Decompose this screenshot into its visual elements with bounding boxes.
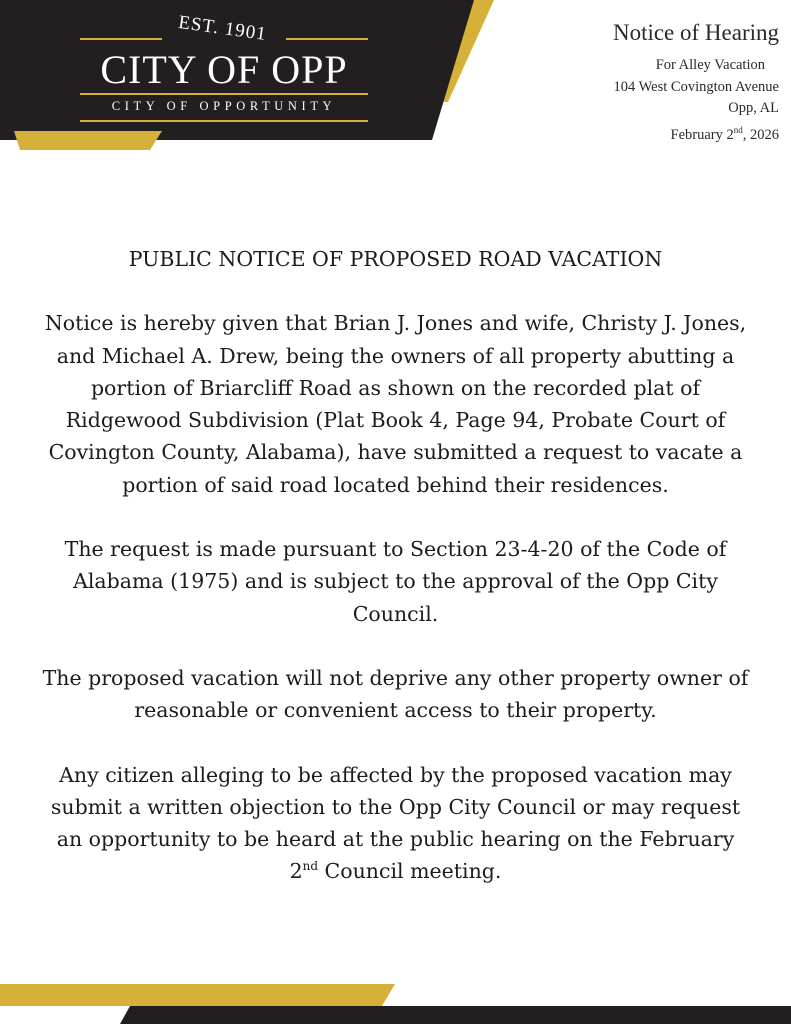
notice-body <box>40 243 751 920</box>
footer-banner <box>0 982 791 1024</box>
paragraph-4-main: Any citizen alleging to be affected by the proposed vacation may submit a written objection to the Opp City Council or may request an opportunity to be heard at the public hearing on the February 2 <box>50 762 741 884</box>
paragraph-4-end: Council meeting. <box>318 859 502 884</box>
logo-subtitle: CITY OF OPPORTUNITY <box>111 99 337 113</box>
logo-rule-bottom <box>80 93 368 95</box>
notice-title: Notice of Hearing <box>612 20 779 45</box>
date-prefix: February 2 <box>670 126 734 143</box>
paragraph-4-sup: nd <box>302 859 319 874</box>
notice-heading: PUBLIC NOTICE OF PROPOSED ROAD VACATION <box>128 247 663 271</box>
city-logo <box>78 10 370 120</box>
notice-paragraph-1: Notice is hereby given that Brian J. Jones and wife, Christy J. Jones, and Michael A. Drew, being the owners of all property abutting a portion of Briarcliff Road as shown on the recorded plat of Ridgewood Subdivision (Plat Book 4, Page 94, Probate Court of Covington County, Alabama), have submitted a request to vacate a portion of said road located behind their residences. <box>44 311 747 497</box>
logo-established: EST. 1901 <box>177 11 268 46</box>
header-gold-bar <box>14 131 162 150</box>
date-year: , 2026 <box>742 126 779 143</box>
notice-paragraph-3: The proposed vacation will not deprive any other property owner of reasonable or convenient access to their property. <box>42 665 749 723</box>
footer-dark-bar <box>120 1006 791 1024</box>
notice-date <box>613 120 779 146</box>
notice-paragraph-2: The request is made pursuant to Section 23-4-20 of the Code of Alabama (1975) and is subject to the approval of the Opp City Council. <box>64 537 727 626</box>
logo-rule-left <box>80 38 162 40</box>
date-suffix: nd <box>733 124 743 135</box>
notice-paragraph-4 <box>40 759 751 888</box>
footer-gold-stripe <box>0 984 395 1006</box>
address-line-1: 104 West Covington Avenue <box>613 78 779 95</box>
logo-rule-right <box>286 38 368 40</box>
logo-rule-base <box>80 120 368 122</box>
notice-subtitle: For Alley Vacation <box>655 57 765 73</box>
logo-title: CITY OF OPP <box>100 47 348 92</box>
notice-header <box>613 20 779 146</box>
address-line-2: Opp, AL <box>728 100 779 116</box>
